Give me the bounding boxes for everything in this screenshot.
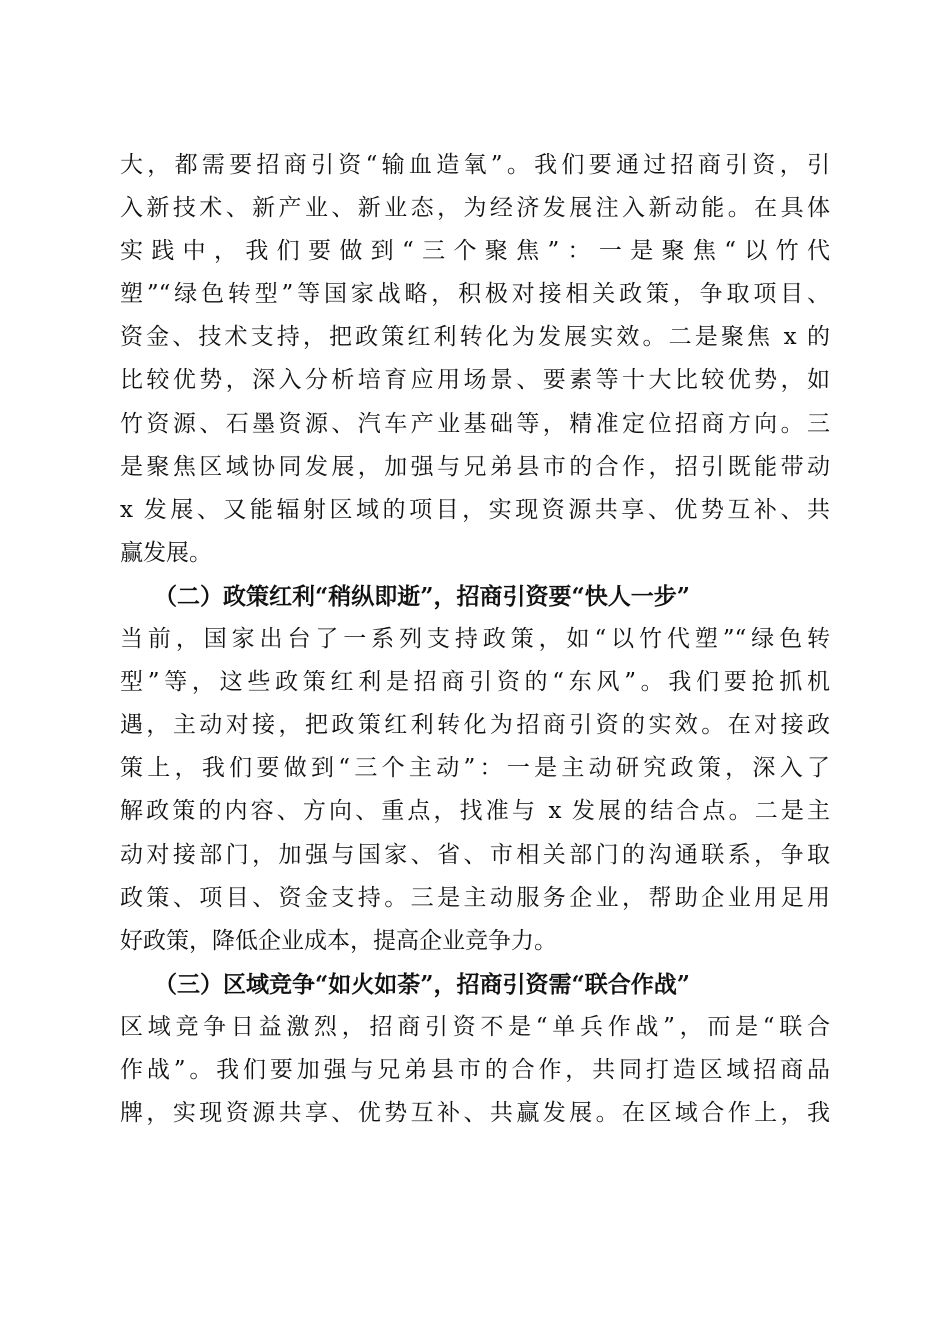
body-text	[120, 144, 830, 1135]
text-line: 区域竞争日益激烈，招商引资不是“单兵作战”，而是“联合	[120, 1013, 830, 1040]
text-line: 好政策，降低企业成本，提高企业竞争力。	[120, 927, 557, 954]
text-line: 塑”“绿色转型”等国家战略，积极对接相关政策，争取项目、	[120, 281, 830, 308]
text-line: 实践中，我们要做到“三个聚焦”：一是聚焦“以竹代	[120, 238, 830, 265]
text-line: 赢发展。	[120, 539, 212, 566]
text-line: 比较优势，深入分析培育应用场景、要素等十大比较优势，如	[120, 367, 830, 394]
text-line: 竹资源、石墨资源、汽车产业基础等，精准定位招商方向。三	[120, 410, 830, 437]
text-line: 策上，我们要做到“三个主动”：一是主动研究政策，深入了	[120, 755, 830, 782]
text-line: 资金、技术支持，把政策红利转化为发展实效。二是聚焦 x 的	[120, 324, 830, 351]
text-line: 遇，主动对接，把政策红利转化为招商引资的实效。在对接政	[120, 712, 830, 739]
text-line: 型”等，这些政策红利是招商引资的“东风”。我们要抢抓机	[120, 669, 830, 696]
section-heading-2: （二）政策红利“稍纵即逝”，招商引资要“快人一步”	[154, 582, 690, 610]
text-line: 当前，国家出台了一系列支持政策，如“以竹代塑”“绿色转	[120, 626, 830, 653]
section-heading-3: （三）区域竞争“如火如荼”，招商引资需“联合作战”	[154, 970, 690, 998]
text-line: 入新技术、新产业、新业态，为经济发展注入新动能。在具体	[120, 195, 830, 222]
text-line: 作战”。我们要加强与兄弟县市的合作，共同打造区域招商品	[120, 1056, 830, 1083]
text-line: 政策、项目、资金支持。三是主动服务企业，帮助企业用足用	[120, 884, 830, 911]
text-line: 大，都需要招商引资“输血造氧”。我们要通过招商引资，引	[120, 152, 830, 178]
text-line: 解政策的内容、方向、重点，找准与 x 发展的结合点。二是主	[120, 798, 830, 825]
text-line: 动对接部门，加强与国家、省、市相关部门的沟通联系，争取	[120, 841, 830, 868]
text-line: 是聚焦区域协同发展，加强与兄弟县市的合作，招引既能带动	[120, 453, 830, 480]
text-line: x 发展、又能辐射区域的项目，实现资源共享、优势互补、共	[120, 496, 830, 523]
text-line: 牌，实现资源共享、优势互补、共赢发展。在区域合作上，我	[120, 1100, 830, 1127]
